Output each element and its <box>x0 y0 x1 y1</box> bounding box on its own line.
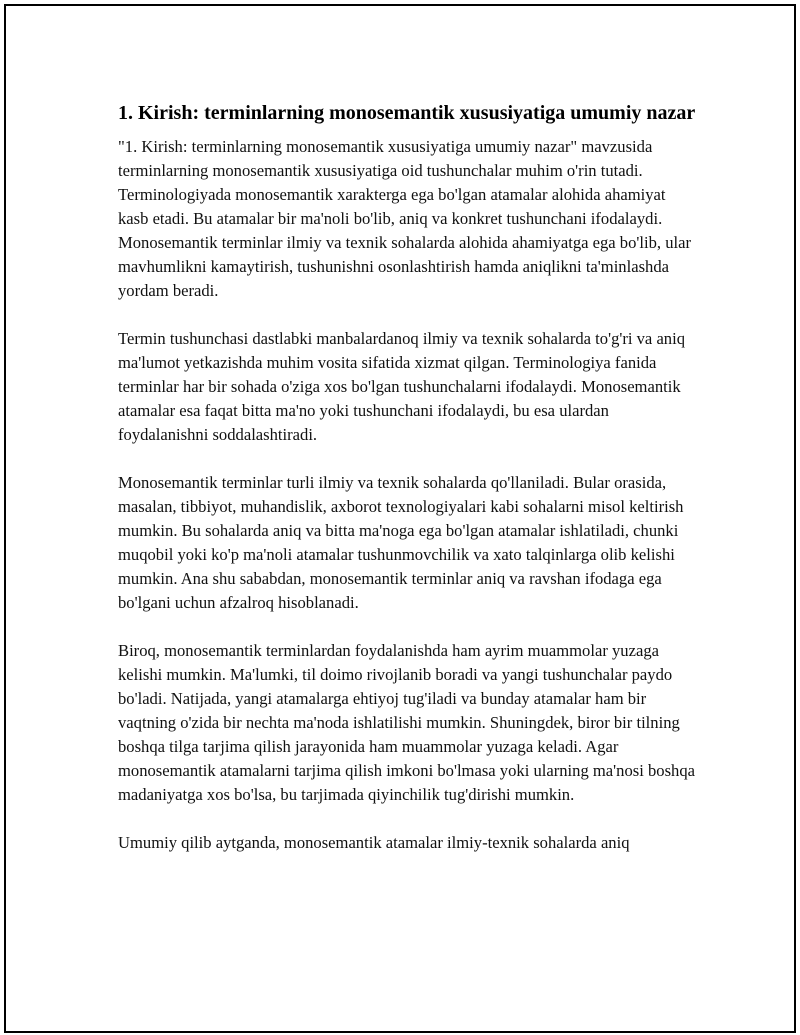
document-body <box>118 100 698 855</box>
paragraph-problems: Biroq, monosemantik terminlardan foydalanishda ham ayrim muammolar yuzaga kelishi mumkin. Ma'lumki, til doimo rivojlanib boradi va yangi tushunchalar paydo bo'ladi. Natijada, yangi atamalarga ehtiyoj tug'iladi va bunday atamalar ham bir vaqtning o'zida bir nechta ma'noda ishlatilishi mumkin. Shuningdek, biror bir tilning boshqa tilga tarjima qilish jarayonida ham muammolar yuzaga keladi. Agar monosemantik atamalarni tarjima qilish imkoni bo'lmasa yoki ularning ma'nosi boshqa madaniyatga xos bo'lsa, bu tarjimada qiyinchilik tug'dirishi mumkin. <box>118 641 695 804</box>
section-heading: 1. Kirish: terminlarning monosemantik xususiyatiga umumiy nazar <box>118 102 696 124</box>
paragraph-conclusion: Umumiy qilib aytganda, monosemantik atamalar ilmiy-texnik sohalarda aniq <box>118 833 630 852</box>
paragraph-intro: "1. Kirish: terminlarning monosemantik xususiyatiga umumiy nazar" mavzusida terminlarning monosemantik xususiyatiga oid tushunchalar muhim o'rin tutadi. Terminologiyada monosemantik xarakterga ega bo'lgan atamalar alohida ahamiyat kasb etadi. Bu atamalar bir ma'noli bo'lib, aniq va konkret tushunchani ifodalaydi. Monosemantik terminlar ilmiy va texnik sohalarda alohida ahamiyatga ega bo'lib, ular mavhumlikni kamaytirish, tushunishni osonlashtirish hamda aniqlikni ta'minlashda yordam beradi. <box>118 137 692 300</box>
paragraph-term-concept: Termin tushunchasi dastlabki manbalardanoq ilmiy va texnik sohalarda to'g'ri va aniq ma'lumot yetkazishda muhim vosita sifatida xizmat qilgan. Terminologiya fanida terminlar har bir sohada o'ziga xos bo'lgan tushunchalarni ifodalaydi. Monosemantik atamalar esa faqat bitta ma'no yoki tushunchani ifodalaydi, bu esa ulardan foydalanishni soddalashtiradi. <box>118 329 686 444</box>
page-frame <box>4 4 796 1033</box>
paragraph-usage-fields: Monosemantik terminlar turli ilmiy va texnik sohalarda qo'llaniladi. Bular orasida, masalan, tibbiyot, muhandislik, axborot texnologiyalari kabi sohalarni misol keltirish mumkin. Bu sohalarda aniq va bitta ma'noga ega bo'lgan atamalar ishlatiladi, chunki muqobil yoki ko'p ma'noli atamalar tushunmovchilik va xato talqinlarga olib kelishi mumkin. Ana shu sababdan, monosemantik terminlar aniq va ravshan ifodaga ega bo'lgani uchun afzalroq hisoblanadi. <box>118 473 684 612</box>
